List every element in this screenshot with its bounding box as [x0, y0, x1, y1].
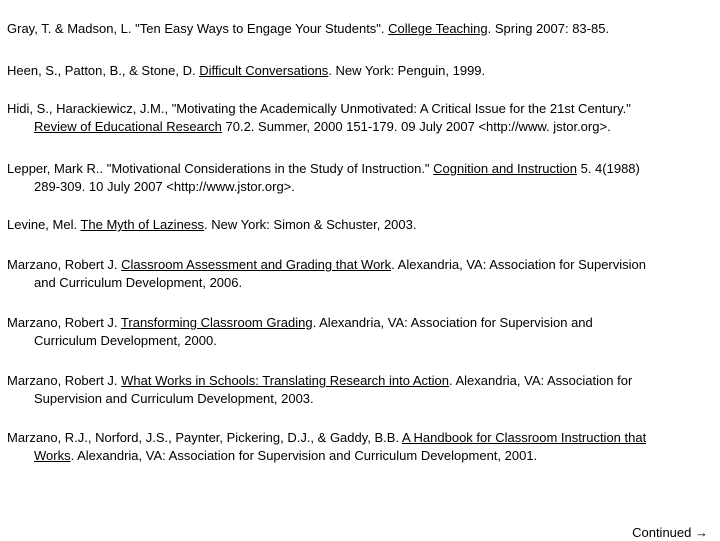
ref-details: . Alexandria, VA: Association for Supervision and — [312, 315, 593, 330]
reference-entry — [7, 100, 711, 136]
ref-title: Transforming Classroom Grading — [120, 315, 313, 330]
ref-line2: and Curriculum Development, 2006. — [34, 275, 243, 290]
ref-authors: Heen, S., Patton, B., & Stone, D. — [7, 63, 200, 78]
ref-title: The Myth of Laziness — [80, 217, 205, 232]
reference-entry — [7, 20, 711, 38]
ref-details: . Spring 2007: 83-85. — [487, 21, 610, 36]
reference-entry — [7, 314, 711, 350]
reference-entry — [7, 160, 711, 196]
ref-title-cont: Works — [34, 448, 71, 463]
ref-line2: Curriculum Development, 2000. — [34, 333, 217, 348]
continued-indicator — [632, 525, 708, 541]
ref-details: . Alexandria, VA: Association for — [448, 373, 633, 388]
ref-line2 — [7, 447, 711, 465]
ref-details: . New York: Penguin, 1999. — [328, 63, 486, 78]
ref-authors: Marzano, Robert J. — [7, 373, 122, 388]
ref-details: . Alexandria, VA: Association for Supervision and Curriculum Development, 2001. — [70, 448, 538, 463]
ref-authors: Marzano, Robert J. — [7, 315, 121, 330]
ref-title: College Teaching — [388, 21, 488, 36]
arrow-right-icon: → — [695, 525, 708, 540]
ref-title: A Handbook for Classroom Instruction that — [401, 430, 647, 445]
ref-details: 5. 4(1988) — [576, 161, 640, 176]
reference-entry — [7, 62, 711, 80]
ref-title: Difficult Conversations — [199, 63, 329, 78]
ref-details: 70.2. Summer, 2000 151-179. 09 July 2007 <http://www. jstor.org>. — [221, 119, 611, 134]
reference-entry — [7, 429, 711, 465]
ref-authors: Marzano, R.J., Norford, J.S., Paynter, Pickering, D.J., & Gaddy, B.B. — [7, 430, 402, 445]
ref-title: What Works in Schools: Translating Research into Action — [121, 373, 449, 388]
ref-line2: Supervision and Curriculum Development, 2003. — [34, 391, 314, 406]
reference-entry — [7, 372, 711, 408]
ref-authors: Gray, T. & Madson, L. "Ten Easy Ways to Engage Your Students". — [7, 21, 389, 36]
continued-label: Continued — [632, 525, 692, 540]
reference-entry — [7, 256, 711, 292]
ref-authors: Lepper, Mark R.. "Motivational Considerations in the Study of Instruction." — [7, 161, 434, 176]
ref-title: Review of Educational Research — [34, 119, 222, 134]
reference-entry — [7, 216, 711, 234]
ref-details: . New York: Simon & Schuster, 2003. — [204, 217, 417, 232]
ref-title: Classroom Assessment and Grading that Work — [121, 257, 392, 272]
ref-line2: 289-309. 10 July 2007 <http://www.jstor.org>. — [34, 179, 295, 194]
ref-details: . Alexandria, VA: Association for Supervision — [391, 257, 646, 272]
ref-title: Cognition and Instruction — [433, 161, 577, 176]
ref-authors: Hidi, S., Harackiewicz, J.M., "Motivating the Academically Unmotivated: A Critical Issue for the 21st Century." — [7, 101, 631, 116]
ref-authors: Levine, Mel. — [7, 217, 81, 232]
ref-authors: Marzano, Robert J. — [7, 257, 122, 272]
ref-line2 — [7, 118, 711, 136]
